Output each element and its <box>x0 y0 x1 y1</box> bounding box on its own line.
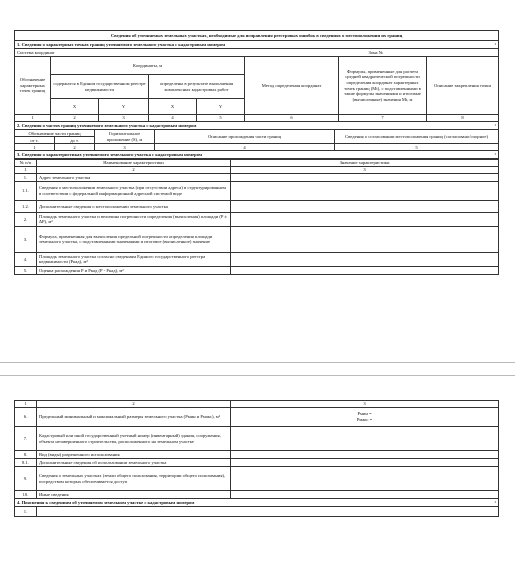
col-num-2: 2 <box>51 115 99 122</box>
upper-page <box>14 30 498 275</box>
row-name: Вид (виды) разрешенного использования <box>37 451 231 459</box>
col-part-designation: Обозначение части границ <box>15 130 95 137</box>
row-name: Оценка расхождения Р и Ркад (Р - Ркад), м² <box>37 266 231 274</box>
row-number: 5. <box>15 266 37 274</box>
row-value[interactable] <box>231 408 499 427</box>
row-name: Площадь земельного участка согласно сведениям Единого государственного реестра недвижимости (Ркад), м² <box>37 252 231 266</box>
min-area-label: Рмин = <box>357 411 372 417</box>
explanation-row-number: 1. <box>15 507 37 517</box>
col-num-1: 1 <box>15 115 51 122</box>
row-value[interactable] <box>231 491 499 499</box>
section-4-header: 4. Пояснения к сведениям об уточняемом земельном участке с кадастровым номером : <box>15 499 499 507</box>
coordinate-system-label: Система координат <box>15 49 339 57</box>
section-3-header: 3. Сведения о характеристиках уточняемого земельного участка с кадастровым номером : <box>15 151 499 159</box>
row-number: 1.1. <box>15 181 37 200</box>
table-row <box>15 252 499 266</box>
s3b-num-3: 3 <box>231 401 499 408</box>
col-point-designation: Обозначение характерных точек границ <box>15 57 51 115</box>
table-row <box>15 173 499 181</box>
col-num-3: 3 <box>99 115 149 122</box>
s2-num-2: 2 <box>55 144 95 151</box>
col-row-number: № п/п <box>15 159 37 166</box>
col-to-point: до т. <box>55 137 95 144</box>
row-value[interactable] <box>231 173 499 181</box>
document-title: Сведения об уточняемых земельных участках, необходимые для исправления реестровых ошибок в сведениях о местоположении их границ <box>15 31 499 41</box>
lower-page <box>14 400 498 517</box>
col-num-7: 7 <box>339 115 427 122</box>
row-name: Сведения о земельных участках (земли общего пользования, территории общего пользования), посредством которых обеспечивается доступ <box>37 467 231 491</box>
s3b-num-2: 2 <box>37 401 231 408</box>
row-value[interactable] <box>231 200 499 212</box>
col-y-egrn: Y <box>99 99 149 115</box>
col-agreement: Сведения о согласовании местоположения границ (согласовано/спорное) <box>335 130 499 144</box>
row-name: Кадастровый или иной государственный учетный номер (инвентарный) здания, сооружения, объекта незавершенного строительства, расположенного на земельном участке <box>37 427 231 451</box>
row-number: 8. <box>15 451 37 459</box>
section-3-continued-table <box>14 400 499 517</box>
table-row <box>15 459 499 467</box>
row-value[interactable] <box>231 226 499 252</box>
row-name: Дополнительные сведения о местоположении земельного участка <box>37 200 231 212</box>
row-value[interactable] <box>231 459 499 467</box>
col-y-works: Y <box>197 99 245 115</box>
s2-num-4: 4 <box>155 144 335 151</box>
col-egrn-coordinates: содержатся в Едином государственном реестре недвижимости <box>51 75 149 99</box>
section-2-header: 2. Сведения о частях границ уточняемого земельного участка с кадастровым номером : <box>15 122 499 130</box>
row-number: 9. <box>15 467 37 491</box>
section-1-table <box>14 30 499 130</box>
row-number: 1.2. <box>15 200 37 212</box>
row-number: 2. <box>15 212 37 226</box>
col-horizontal-length: Горизонтальное проложение (S), м <box>95 130 155 144</box>
table-row <box>15 491 499 499</box>
row-value[interactable] <box>231 181 499 200</box>
col-num-8: 8 <box>427 115 499 122</box>
s3-num-3: 3 <box>231 166 499 173</box>
table-row <box>15 408 499 427</box>
col-part-description: Описание прохождения части границ <box>155 130 335 144</box>
row-name: Адрес земельного участка <box>37 173 231 181</box>
row-number: 1. <box>15 173 37 181</box>
section-2-table <box>14 129 499 159</box>
col-formulas: Формулы, примененные для расчета средней квадратической погрешности определения координат характерных точек границ (Mt), с подставленными в такие формулы значениями и итоговые (вычисленные) значения Mt, м <box>339 57 427 115</box>
row-number: 3. <box>15 226 37 252</box>
row-number: 8.1. <box>15 459 37 467</box>
row-name: Иные сведения <box>37 491 231 499</box>
s2-num-3: 3 <box>95 144 155 151</box>
col-fixing: Описание закрепления точки <box>427 57 499 115</box>
max-area-label: Рмакс = <box>356 417 373 422</box>
col-num-6: 6 <box>245 115 339 122</box>
table-row <box>15 212 499 226</box>
col-method: Метод определения координат <box>245 57 339 115</box>
table-row <box>15 226 499 252</box>
col-num-5: 5 <box>197 115 245 122</box>
explanation-text[interactable] <box>37 507 499 517</box>
row-number: 6. <box>15 408 37 427</box>
row-number: 7. <box>15 427 37 451</box>
row-value[interactable] <box>231 266 499 274</box>
row-name: Площадь земельного участка и величина погрешности определения (вычисления) площади (P ± ΔP), м² <box>37 212 231 226</box>
row-value[interactable] <box>231 451 499 459</box>
row-name: Формула, примененная для вычисления предельной погрешности определения площади земельного участка, с подставленными значениями и итоговое (вычисленное) значение <box>37 226 231 252</box>
col-characteristic-value: Значение характеристики <box>231 159 499 166</box>
s3-num-2: 2 <box>37 166 231 173</box>
col-x-works: X <box>149 99 197 115</box>
table-row <box>15 200 499 212</box>
row-number: 10. <box>15 491 37 499</box>
row-value[interactable] <box>231 467 499 491</box>
row-name: Предельный минимальный и максимальный размеры земельного участка (Рмин и Рмакс), м² <box>37 408 231 427</box>
section-3-table <box>14 159 499 275</box>
s3b-num-1: 1 <box>15 401 37 408</box>
col-num-4: 4 <box>149 115 197 122</box>
row-value[interactable] <box>231 427 499 451</box>
table-row <box>15 467 499 491</box>
zone-label: Зона № <box>339 49 499 57</box>
table-row <box>15 451 499 459</box>
section-1-header: 1. Сведения о характерных точках границ уточняемого земельного участка с кадастровым номером : <box>15 41 499 49</box>
row-value[interactable] <box>231 252 499 266</box>
s2-num-1: 1 <box>15 144 55 151</box>
s2-num-5: 5 <box>335 144 499 151</box>
row-value[interactable] <box>231 212 499 226</box>
row-name: Сведения о местоположении земельного участка (при отсутствии адреса) в структурированном в соответствии с федеральной информационной адресной системой виде <box>37 181 231 200</box>
col-works-coordinates: определены в результате выполнения комплексных кадастровых работ <box>149 75 245 99</box>
col-coordinates: Координаты, м <box>51 57 245 75</box>
col-characteristic-name: Наименование характеристики <box>37 159 231 166</box>
table-row <box>15 181 499 200</box>
table-row <box>15 266 499 274</box>
row-number: 4. <box>15 252 37 266</box>
row-name: Дополнительные сведения об использовании земельного участка <box>37 459 231 467</box>
page-break <box>0 362 515 376</box>
s3-num-1: 1 <box>15 166 37 173</box>
col-x-egrn: X <box>51 99 99 115</box>
table-row <box>15 427 499 451</box>
col-from-point: от т. <box>15 137 55 144</box>
